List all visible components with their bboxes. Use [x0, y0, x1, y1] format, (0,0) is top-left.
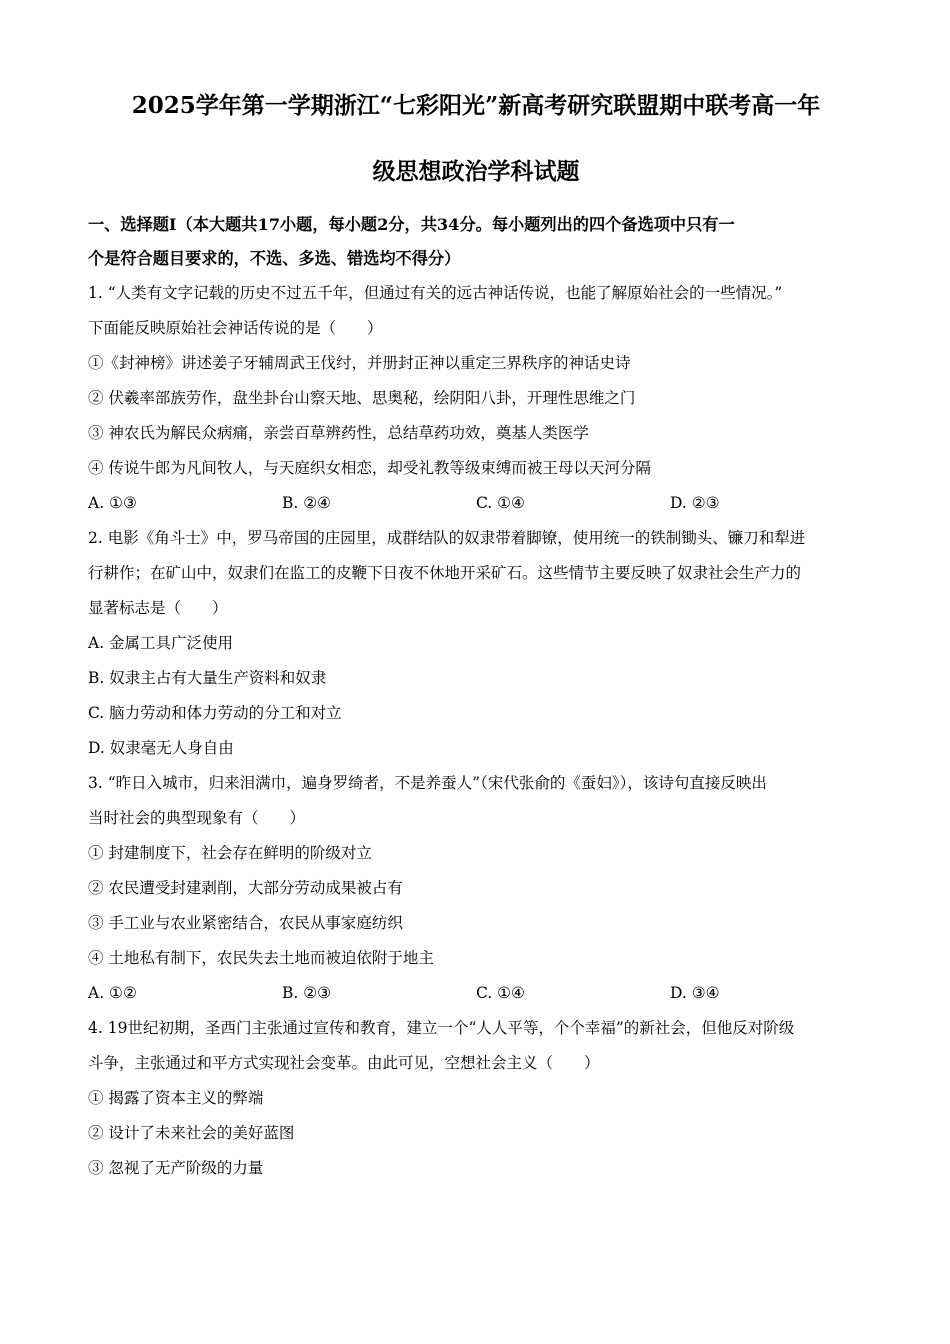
option-c: C. ①④	[476, 494, 525, 512]
option-c: C. ①④	[476, 984, 525, 1002]
question-stem: 下面能反映原始社会神话传说的是（ ）	[88, 319, 383, 337]
option-b: B. ②④	[282, 494, 332, 512]
question-stem: 显著标志是（ ）	[88, 599, 228, 617]
question-stem: 4. 19世纪初期，圣西门主张通过宣传和教育，建立一个“人人平等，个个幸福”的新社会，但他反对阶级	[88, 1019, 795, 1037]
question-stem: 斗争，主张通过和平方式实现社会变革。由此可见，空想社会主义（ ）	[88, 1054, 600, 1072]
question-stem: 行耕作；在矿山中，奴隶们在监工的皮鞭下日夜不休地开采矿石。这些情节主要反映了奴隶社会生产力的	[88, 564, 802, 582]
question-stem: 1. “人类有文字记载的历史不过五千年，但通过有关的远古神话传说，也能了解原始社会的一些情况。”	[88, 284, 783, 302]
exam-title-line-2: 级思想政治学科试题	[372, 158, 580, 185]
statement-item: ③ 手工业与农业紧密结合，农民从事家庭纺织	[88, 914, 403, 932]
exam-title-line-1: 2025学年第一学期浙江“七彩阳光”新高考研究联盟期中联考高一年	[131, 92, 821, 119]
statement-item: ④ 传说牛郎为凡间牧人，与天庭织女相恋，却受礼教等级束缚而被王母以天河分隔	[88, 459, 651, 477]
option-b: B. 奴隶主占有大量生产资料和奴隶	[88, 669, 327, 687]
section-heading-line-2: 个是符合题目要求的，不选、多选、错选均不得分）	[88, 249, 461, 268]
question-stem: 2. 电影《角斗士》中，罗马帝国的庄园里，成群结队的奴隶带着脚镣，使用统一的铁制锄头、镰刀和犁进	[88, 529, 806, 547]
question-1	[88, 276, 864, 521]
option-b: B. ②③	[282, 984, 332, 1002]
exam-page	[88, 80, 864, 1186]
question-3	[88, 766, 864, 1011]
section-heading-line-1: 一、选择题Ⅰ（本大题共17小题，每小题2分，共34分。每小题列出的四个备选项中只有一	[88, 215, 735, 234]
question-4	[88, 1011, 864, 1186]
option-a: A. ①②	[88, 984, 137, 1002]
statement-item: ③ 神农氏为解民众病痛，亲尝百草辨药性，总结草药功效，奠基人类医学	[88, 424, 589, 442]
option-c: C. 脑力劳动和体力劳动的分工和对立	[88, 704, 342, 722]
option-d: D. ③④	[670, 984, 720, 1002]
statement-item: ② 农民遭受封建剥削，大部分劳动成果被占有	[88, 879, 403, 897]
question-stem: 3. “昨日入城市，归来泪满巾，遍身罗绮者，不是养蚕人”（宋代张俞的《蚕妇》），该诗句直接反映出	[88, 774, 767, 792]
question-2	[88, 521, 864, 766]
statement-item: ① 封建制度下，社会存在鲜明的阶级对立	[88, 844, 372, 862]
question-stem: 当时社会的典型现象有（ ）	[88, 809, 306, 827]
option-a: A. ①③	[88, 494, 137, 512]
option-d: D. 奴隶毫无人身自由	[88, 739, 234, 757]
statement-item: ④ 土地私有制下，农民失去土地而被迫依附于地主	[88, 949, 434, 967]
statement-item: ①《封神榜》讲述姜子牙辅周武王伐纣，并册封正神以重定三界秩序的神话史诗	[88, 354, 631, 372]
answer-options	[88, 976, 864, 1011]
option-a: A. 金属工具广泛使用	[88, 634, 234, 652]
answer-options	[88, 486, 864, 521]
statement-item: ② 伏羲率部族劳作，盘坐卦台山察天地、思奥秘，绘阴阳八卦，开理性思维之门	[88, 389, 636, 407]
statement-item: ② 设计了未来社会的美好蓝图	[88, 1124, 295, 1142]
option-d: D. ②③	[670, 494, 720, 512]
statement-item: ③ 忽视了无产阶级的力量	[88, 1159, 264, 1177]
statement-item: ① 揭露了资本主义的弊端	[88, 1089, 264, 1107]
